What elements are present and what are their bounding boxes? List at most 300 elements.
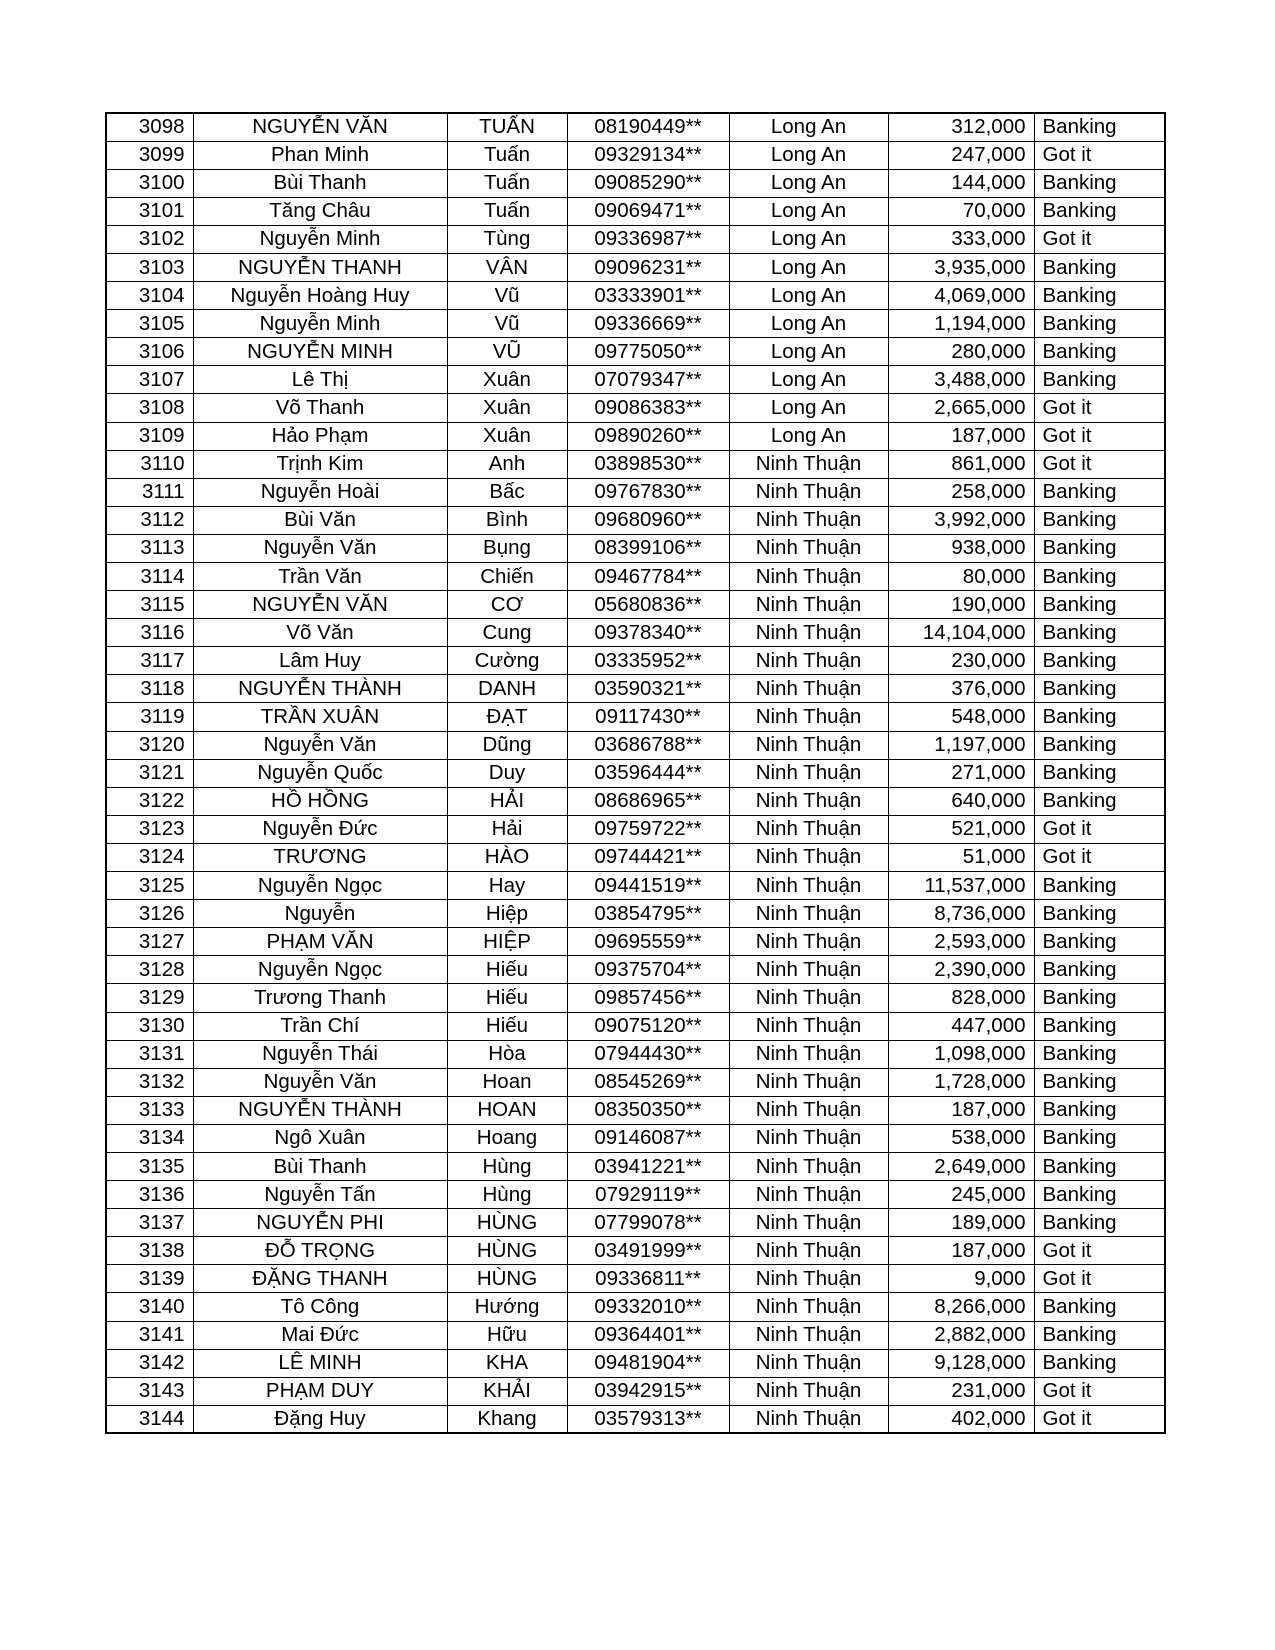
phone-cell: 09744421** (567, 843, 729, 871)
given-name-cell: Bấc (447, 478, 567, 506)
surname-cell: Ngô Xuân (193, 1124, 447, 1152)
row-number: 3110 (106, 450, 193, 478)
table-row (106, 141, 1165, 169)
given-name-cell: HẢI (447, 787, 567, 815)
payment-method-cell: Banking (1034, 591, 1165, 619)
phone-cell: 03941221** (567, 1152, 729, 1180)
amount-cell: 9,000 (888, 1265, 1034, 1293)
surname-cell: Trần Chí (193, 1012, 447, 1040)
surname-cell: Võ Thanh (193, 394, 447, 422)
province-cell: Long An (729, 366, 888, 394)
given-name-cell: HÙNG (447, 1265, 567, 1293)
amount-cell: 271,000 (888, 759, 1034, 787)
given-name-cell: Tuấn (447, 197, 567, 225)
province-cell: Long An (729, 394, 888, 422)
amount-cell: 144,000 (888, 169, 1034, 197)
phone-cell: 08686965** (567, 787, 729, 815)
surname-cell: Trần Văn (193, 563, 447, 591)
payment-method-cell: Banking (1034, 647, 1165, 675)
phone-cell: 09096231** (567, 253, 729, 281)
payment-method-cell: Got it (1034, 815, 1165, 843)
province-cell: Ninh Thuận (729, 1040, 888, 1068)
province-cell: Ninh Thuận (729, 759, 888, 787)
row-number: 3098 (106, 113, 193, 141)
phone-cell: 09086383** (567, 394, 729, 422)
payment-method-cell: Banking (1034, 197, 1165, 225)
payment-method-cell: Banking (1034, 928, 1165, 956)
amount-cell: 1,197,000 (888, 731, 1034, 759)
payment-method-cell: Got it (1034, 225, 1165, 253)
payment-method-cell: Banking (1034, 759, 1165, 787)
table-row (106, 872, 1165, 900)
province-cell: Ninh Thuận (729, 1068, 888, 1096)
table-row (106, 619, 1165, 647)
table-row (106, 450, 1165, 478)
province-cell: Ninh Thuận (729, 450, 888, 478)
phone-cell: 08190449** (567, 113, 729, 141)
given-name-cell: Cường (447, 647, 567, 675)
province-cell: Ninh Thuận (729, 1012, 888, 1040)
row-number: 3137 (106, 1209, 193, 1237)
table-row (106, 759, 1165, 787)
phone-cell: 08350350** (567, 1096, 729, 1124)
row-number: 3144 (106, 1405, 193, 1433)
row-number: 3111 (106, 478, 193, 506)
province-cell: Ninh Thuận (729, 591, 888, 619)
amount-cell: 230,000 (888, 647, 1034, 675)
province-cell: Ninh Thuận (729, 1209, 888, 1237)
table-row (106, 478, 1165, 506)
payment-method-cell: Banking (1034, 1152, 1165, 1180)
amount-cell: 258,000 (888, 478, 1034, 506)
surname-cell: Nguyễn Đức (193, 815, 447, 843)
row-number: 3103 (106, 253, 193, 281)
table-row (106, 422, 1165, 450)
phone-cell: 08545269** (567, 1068, 729, 1096)
province-cell: Ninh Thuận (729, 956, 888, 984)
phone-cell: 03898530** (567, 450, 729, 478)
given-name-cell: KHẢI (447, 1377, 567, 1405)
phone-cell: 09364401** (567, 1321, 729, 1349)
table-row (106, 338, 1165, 366)
surname-cell: Nguyễn Thái (193, 1040, 447, 1068)
table-row (106, 1237, 1165, 1265)
table-row (106, 1152, 1165, 1180)
given-name-cell: Vũ (447, 282, 567, 310)
province-cell: Ninh Thuận (729, 1377, 888, 1405)
row-number: 3124 (106, 843, 193, 871)
table-row (106, 394, 1165, 422)
table-row (106, 1040, 1165, 1068)
province-cell: Long An (729, 225, 888, 253)
table-row (106, 1209, 1165, 1237)
row-number: 3140 (106, 1293, 193, 1321)
table-row (106, 731, 1165, 759)
given-name-cell: HÙNG (447, 1209, 567, 1237)
table-row (106, 282, 1165, 310)
phone-cell: 08399106** (567, 534, 729, 562)
phone-cell: 07944430** (567, 1040, 729, 1068)
surname-cell: Mai Đức (193, 1321, 447, 1349)
province-cell: Long An (729, 282, 888, 310)
phone-cell: 09336669** (567, 310, 729, 338)
table-row (106, 169, 1165, 197)
given-name-cell: Hiệp (447, 900, 567, 928)
table-row (106, 1293, 1165, 1321)
given-name-cell: Cung (447, 619, 567, 647)
row-number: 3133 (106, 1096, 193, 1124)
province-cell: Ninh Thuận (729, 478, 888, 506)
amount-cell: 11,537,000 (888, 872, 1034, 900)
amount-cell: 187,000 (888, 422, 1034, 450)
phone-cell: 09378340** (567, 619, 729, 647)
row-number: 3138 (106, 1237, 193, 1265)
surname-cell: Nguyễn Tấn (193, 1181, 447, 1209)
given-name-cell: HIỆP (447, 928, 567, 956)
phone-cell: 03333901** (567, 282, 729, 310)
payment-method-cell: Banking (1034, 619, 1165, 647)
given-name-cell: Tuấn (447, 141, 567, 169)
payment-method-cell: Banking (1034, 1068, 1165, 1096)
table-row (106, 787, 1165, 815)
row-number: 3136 (106, 1181, 193, 1209)
table-row (106, 1321, 1165, 1349)
given-name-cell: Hướng (447, 1293, 567, 1321)
payment-method-cell: Banking (1034, 563, 1165, 591)
recipient-table (105, 112, 1166, 1434)
phone-cell: 09680960** (567, 506, 729, 534)
row-number: 3120 (106, 731, 193, 759)
surname-cell: Nguyễn Văn (193, 731, 447, 759)
row-number: 3109 (106, 422, 193, 450)
payment-method-cell: Got it (1034, 422, 1165, 450)
row-number: 3139 (106, 1265, 193, 1293)
row-number: 3126 (106, 900, 193, 928)
phone-cell: 09890260** (567, 422, 729, 450)
amount-cell: 447,000 (888, 1012, 1034, 1040)
payment-method-cell: Banking (1034, 731, 1165, 759)
surname-cell: Tăng Châu (193, 197, 447, 225)
province-cell: Ninh Thuận (729, 928, 888, 956)
given-name-cell: Vũ (447, 310, 567, 338)
table-body (106, 113, 1165, 1433)
province-cell: Ninh Thuận (729, 1321, 888, 1349)
surname-cell: Nguyễn Quốc (193, 759, 447, 787)
given-name-cell: Tuấn (447, 169, 567, 197)
phone-cell: 03579313** (567, 1405, 729, 1433)
payment-method-cell: Banking (1034, 310, 1165, 338)
surname-cell: TRẦN XUÂN (193, 703, 447, 731)
surname-cell: Đặng Huy (193, 1405, 447, 1433)
table-row (106, 1124, 1165, 1152)
table-row (106, 703, 1165, 731)
province-cell: Ninh Thuận (729, 1181, 888, 1209)
amount-cell: 861,000 (888, 450, 1034, 478)
given-name-cell: HÙNG (447, 1237, 567, 1265)
province-cell: Ninh Thuận (729, 534, 888, 562)
table-row (106, 900, 1165, 928)
phone-cell: 09146087** (567, 1124, 729, 1152)
surname-cell: Nguyễn Minh (193, 225, 447, 253)
surname-cell: LÊ MINH (193, 1349, 447, 1377)
row-number: 3100 (106, 169, 193, 197)
province-cell: Ninh Thuận (729, 703, 888, 731)
payment-method-cell: Banking (1034, 1040, 1165, 1068)
amount-cell: 80,000 (888, 563, 1034, 591)
given-name-cell: Hải (447, 815, 567, 843)
row-number: 3104 (106, 282, 193, 310)
province-cell: Long An (729, 197, 888, 225)
given-name-cell: Xuân (447, 366, 567, 394)
surname-cell: Nguyễn Hoài (193, 478, 447, 506)
row-number: 3117 (106, 647, 193, 675)
province-cell: Long An (729, 338, 888, 366)
amount-cell: 14,104,000 (888, 619, 1034, 647)
row-number: 3134 (106, 1124, 193, 1152)
payment-method-cell: Banking (1034, 282, 1165, 310)
table-row (106, 1012, 1165, 1040)
phone-cell: 09775050** (567, 338, 729, 366)
phone-cell: 09075120** (567, 1012, 729, 1040)
phone-cell: 03942915** (567, 1377, 729, 1405)
row-number: 3116 (106, 619, 193, 647)
amount-cell: 2,665,000 (888, 394, 1034, 422)
row-number: 3143 (106, 1377, 193, 1405)
row-number: 3125 (106, 872, 193, 900)
given-name-cell: Chiến (447, 563, 567, 591)
phone-cell: 09467784** (567, 563, 729, 591)
province-cell: Ninh Thuận (729, 647, 888, 675)
province-cell: Ninh Thuận (729, 1293, 888, 1321)
payment-method-cell: Banking (1034, 984, 1165, 1012)
amount-cell: 9,128,000 (888, 1349, 1034, 1377)
amount-cell: 1,098,000 (888, 1040, 1034, 1068)
given-name-cell: Hùng (447, 1181, 567, 1209)
payment-method-cell: Banking (1034, 787, 1165, 815)
amount-cell: 2,882,000 (888, 1321, 1034, 1349)
province-cell: Long An (729, 113, 888, 141)
row-number: 3121 (106, 759, 193, 787)
table-row (106, 366, 1165, 394)
row-number: 3118 (106, 675, 193, 703)
payment-method-cell: Banking (1034, 253, 1165, 281)
surname-cell: Tô Công (193, 1293, 447, 1321)
table-row (106, 253, 1165, 281)
payment-method-cell: Banking (1034, 534, 1165, 562)
amount-cell: 640,000 (888, 787, 1034, 815)
given-name-cell: Hùng (447, 1152, 567, 1180)
surname-cell: Nguyễn Ngọc (193, 872, 447, 900)
province-cell: Ninh Thuận (729, 1405, 888, 1433)
table-row (106, 1377, 1165, 1405)
surname-cell: Nguyễn Hoàng Huy (193, 282, 447, 310)
payment-method-cell: Got it (1034, 1265, 1165, 1293)
amount-cell: 1,728,000 (888, 1068, 1034, 1096)
table-row (106, 956, 1165, 984)
row-number: 3130 (106, 1012, 193, 1040)
table-row (106, 1096, 1165, 1124)
row-number: 3119 (106, 703, 193, 731)
table-row (106, 563, 1165, 591)
table-row (106, 1068, 1165, 1096)
table-row (106, 647, 1165, 675)
row-number: 3127 (106, 928, 193, 956)
table-row (106, 225, 1165, 253)
province-cell: Ninh Thuận (729, 1124, 888, 1152)
row-number: 3115 (106, 591, 193, 619)
surname-cell: TRƯƠNG (193, 843, 447, 871)
surname-cell: NGUYỄN PHI (193, 1209, 447, 1237)
province-cell: Ninh Thuận (729, 1349, 888, 1377)
table-row (106, 984, 1165, 1012)
surname-cell: Bùi Thanh (193, 169, 447, 197)
amount-cell: 189,000 (888, 1209, 1034, 1237)
amount-cell: 521,000 (888, 815, 1034, 843)
amount-cell: 8,266,000 (888, 1293, 1034, 1321)
row-number: 3101 (106, 197, 193, 225)
payment-method-cell: Banking (1034, 113, 1165, 141)
row-number: 3105 (106, 310, 193, 338)
surname-cell: ĐẶNG THANH (193, 1265, 447, 1293)
row-number: 3107 (106, 366, 193, 394)
payment-method-cell: Banking (1034, 1321, 1165, 1349)
row-number: 3112 (106, 506, 193, 534)
given-name-cell: Hiếu (447, 956, 567, 984)
surname-cell: Võ Văn (193, 619, 447, 647)
phone-cell: 07079347** (567, 366, 729, 394)
row-number: 3129 (106, 984, 193, 1012)
payment-method-cell: Banking (1034, 900, 1165, 928)
surname-cell: NGUYỄN THÀNH (193, 1096, 447, 1124)
given-name-cell: Bụng (447, 534, 567, 562)
phone-cell: 09695559** (567, 928, 729, 956)
province-cell: Ninh Thuận (729, 984, 888, 1012)
payment-method-cell: Got it (1034, 450, 1165, 478)
given-name-cell: VÂN (447, 253, 567, 281)
surname-cell: Hảo Phạm (193, 422, 447, 450)
given-name-cell: KHA (447, 1349, 567, 1377)
province-cell: Ninh Thuận (729, 731, 888, 759)
table-row (106, 197, 1165, 225)
given-name-cell: Dũng (447, 731, 567, 759)
payment-method-cell: Banking (1034, 675, 1165, 703)
surname-cell: Phan Minh (193, 141, 447, 169)
phone-cell: 09329134** (567, 141, 729, 169)
surname-cell: Nguyễn Minh (193, 310, 447, 338)
given-name-cell: Hiếu (447, 984, 567, 1012)
payment-method-cell: Banking (1034, 1096, 1165, 1124)
given-name-cell: Xuân (447, 422, 567, 450)
given-name-cell: Hữu (447, 1321, 567, 1349)
province-cell: Long An (729, 169, 888, 197)
province-cell: Ninh Thuận (729, 900, 888, 928)
payment-method-cell: Got it (1034, 141, 1165, 169)
row-number: 3131 (106, 1040, 193, 1068)
given-name-cell: Bình (447, 506, 567, 534)
surname-cell: NGUYỄN THANH (193, 253, 447, 281)
amount-cell: 538,000 (888, 1124, 1034, 1152)
payment-method-cell: Banking (1034, 1181, 1165, 1209)
payment-method-cell: Banking (1034, 338, 1165, 366)
phone-cell: 09857456** (567, 984, 729, 1012)
surname-cell: Nguyễn (193, 900, 447, 928)
row-number: 3142 (106, 1349, 193, 1377)
phone-cell: 03335952** (567, 647, 729, 675)
payment-method-cell: Banking (1034, 1124, 1165, 1152)
phone-cell: 05680836** (567, 591, 729, 619)
amount-cell: 828,000 (888, 984, 1034, 1012)
given-name-cell: TUẤN (447, 113, 567, 141)
surname-cell: Nguyễn Văn (193, 534, 447, 562)
province-cell: Ninh Thuận (729, 675, 888, 703)
surname-cell: PHẠM DUY (193, 1377, 447, 1405)
amount-cell: 190,000 (888, 591, 1034, 619)
given-name-cell: Khang (447, 1405, 567, 1433)
surname-cell: Lê Thị (193, 366, 447, 394)
payment-method-cell: Got it (1034, 394, 1165, 422)
row-number: 3114 (106, 563, 193, 591)
province-cell: Ninh Thuận (729, 1152, 888, 1180)
surname-cell: NGUYỄN MINH (193, 338, 447, 366)
amount-cell: 312,000 (888, 113, 1034, 141)
amount-cell: 187,000 (888, 1237, 1034, 1265)
payment-method-cell: Banking (1034, 1012, 1165, 1040)
phone-cell: 09336811** (567, 1265, 729, 1293)
payment-method-cell: Banking (1034, 366, 1165, 394)
surname-cell: PHẠM VĂN (193, 928, 447, 956)
row-number: 3141 (106, 1321, 193, 1349)
surname-cell: Nguyễn Ngọc (193, 956, 447, 984)
phone-cell: 03686788** (567, 731, 729, 759)
phone-cell: 03590321** (567, 675, 729, 703)
row-number: 3099 (106, 141, 193, 169)
amount-cell: 187,000 (888, 1096, 1034, 1124)
amount-cell: 402,000 (888, 1405, 1034, 1433)
given-name-cell: Tùng (447, 225, 567, 253)
province-cell: Ninh Thuận (729, 843, 888, 871)
payment-method-cell: Banking (1034, 1293, 1165, 1321)
table-row (106, 310, 1165, 338)
amount-cell: 3,935,000 (888, 253, 1034, 281)
amount-cell: 51,000 (888, 843, 1034, 871)
given-name-cell: HOAN (447, 1096, 567, 1124)
phone-cell: 09441519** (567, 872, 729, 900)
given-name-cell: DANH (447, 675, 567, 703)
payment-method-cell: Banking (1034, 1209, 1165, 1237)
amount-cell: 245,000 (888, 1181, 1034, 1209)
phone-cell: 09767830** (567, 478, 729, 506)
payment-method-cell: Banking (1034, 872, 1165, 900)
province-cell: Ninh Thuận (729, 619, 888, 647)
amount-cell: 4,069,000 (888, 282, 1034, 310)
row-number: 3122 (106, 787, 193, 815)
province-cell: Ninh Thuận (729, 872, 888, 900)
payment-method-cell: Got it (1034, 1377, 1165, 1405)
row-number: 3106 (106, 338, 193, 366)
amount-cell: 1,194,000 (888, 310, 1034, 338)
amount-cell: 231,000 (888, 1377, 1034, 1405)
phone-cell: 09481904** (567, 1349, 729, 1377)
table-row (106, 843, 1165, 871)
given-name-cell: Hoang (447, 1124, 567, 1152)
surname-cell: Bùi Văn (193, 506, 447, 534)
payment-method-cell: Banking (1034, 506, 1165, 534)
amount-cell: 247,000 (888, 141, 1034, 169)
surname-cell: HỒ HỒNG (193, 787, 447, 815)
province-cell: Ninh Thuận (729, 506, 888, 534)
surname-cell: Lâm Huy (193, 647, 447, 675)
row-number: 3128 (106, 956, 193, 984)
